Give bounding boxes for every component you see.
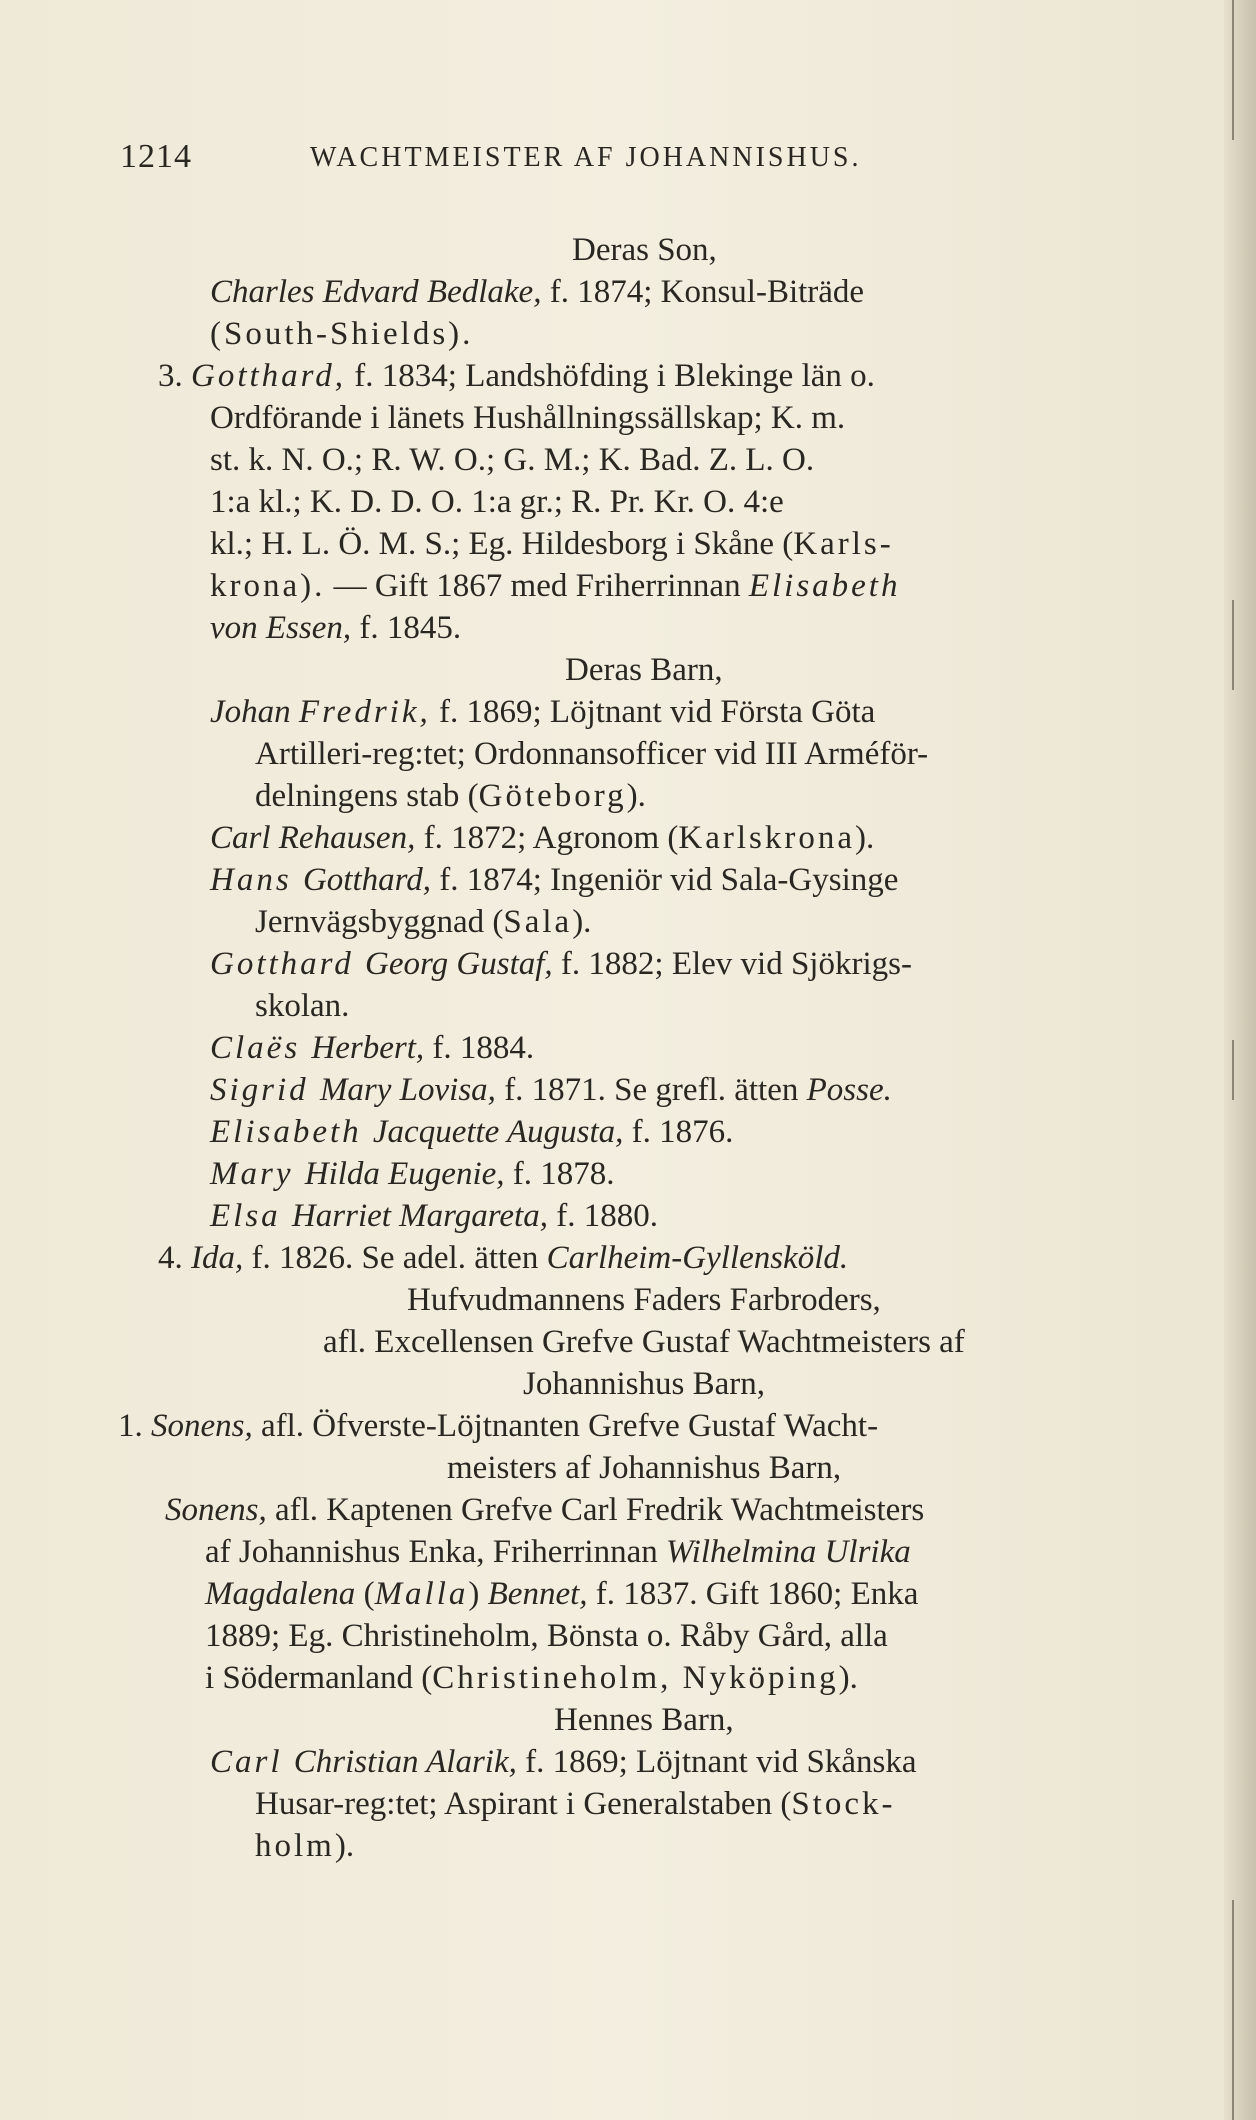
- text-run: Carlheim-Gyllensköld.: [546, 1240, 849, 1276]
- text-line: [255, 1826, 354, 1868]
- text-run: Elisabeth: [748, 568, 901, 604]
- text-run: Georg Gustaf,: [365, 946, 553, 982]
- text-line: [323, 1322, 965, 1364]
- text-run: 4.: [158, 1240, 191, 1276]
- text-run: Gotthard,: [302, 862, 431, 898]
- text-run: Harriet Margareta,: [291, 1198, 548, 1234]
- text-line: [255, 1784, 896, 1826]
- text-run: Gotthard,: [191, 358, 347, 394]
- text-line: [210, 566, 900, 608]
- text-run: Carl: [210, 1744, 294, 1780]
- text-run: Carl Rehausen,: [210, 820, 416, 856]
- edge-line: [1232, 600, 1234, 690]
- edge-line: [1232, 1900, 1234, 2120]
- text-run: meisters af Johannishus Barn,: [447, 1450, 842, 1486]
- text-run: f. 1826. Se adel. ätten: [243, 1240, 547, 1276]
- text-run: f. 1880.: [547, 1198, 658, 1234]
- text-run: afl. Öfverste-Löjtnanten Grefve Gustaf Wacht-: [252, 1408, 879, 1444]
- text-run: Deras Barn,: [565, 652, 723, 688]
- text-run: Gotthard: [210, 946, 366, 982]
- text-line: [210, 314, 473, 356]
- text-run: Bennet,: [487, 1576, 588, 1612]
- text-line: [205, 1532, 911, 1574]
- text-line: [205, 1574, 918, 1616]
- text-run: skolan.: [255, 988, 350, 1024]
- text-run: f. 1876.: [623, 1114, 734, 1150]
- text-line: [554, 1700, 734, 1742]
- text-run: Fredrik,: [298, 694, 431, 730]
- text-line: [210, 692, 875, 734]
- text-run: (South-Shields).: [210, 316, 474, 352]
- text-run: Karls-: [793, 526, 894, 562]
- text-run: Sigrid: [210, 1072, 320, 1108]
- text-run: f. 1872; Agronom (: [415, 820, 679, 856]
- text-run: Göteborg: [478, 778, 627, 814]
- text-run: Jacquette Augusta,: [372, 1114, 624, 1150]
- text-line: [447, 1448, 841, 1490]
- text-line: [210, 440, 814, 482]
- text-run: Elsa: [210, 1198, 292, 1234]
- text-line: [210, 482, 784, 524]
- text-run: Claës: [210, 1030, 312, 1066]
- text-run: Herbert,: [311, 1030, 425, 1066]
- text-run: Karlskrona: [678, 820, 856, 856]
- text-run: i Södermanland (: [205, 1660, 433, 1696]
- text-run: 1889; Eg. Christineholm, Bönsta o. Råby Gård, alla: [205, 1618, 888, 1654]
- text-line: [205, 1616, 888, 1658]
- text-run: f. 1878.: [504, 1156, 615, 1192]
- text-line: [210, 272, 864, 314]
- text-run: f. 1869; Löjtnant vid Första Göta: [430, 694, 876, 730]
- text-run: f. 1871. Se grefl. ätten: [495, 1072, 807, 1108]
- text-run: ).: [626, 778, 646, 814]
- text-run: f. 1845.: [351, 610, 462, 646]
- text-run: Sala: [503, 904, 573, 940]
- text-run: Hennes Barn,: [554, 1702, 734, 1738]
- text-run: f. 1837. Gift 1860; Enka: [587, 1576, 919, 1612]
- text-run: Christineholm, Nyköping: [432, 1660, 839, 1696]
- text-line: [565, 650, 723, 692]
- running-title: WACHTMEISTER AF JOHANNISHUS.: [310, 142, 862, 173]
- text-run: ): [468, 1576, 488, 1612]
- text-line: [210, 524, 894, 566]
- text-line: [210, 860, 898, 902]
- text-run: 1:a kl.; K. D. D. O. 1:a gr.; R. Pr. Kr. O. 4:e: [210, 484, 784, 520]
- text-line: [158, 356, 875, 398]
- text-line: [210, 1112, 733, 1154]
- text-run: f. 1834; Landshöfding i Blekinge län o.: [346, 358, 875, 394]
- text-run: Christian Alarik,: [293, 1744, 517, 1780]
- page-edge: [1224, 0, 1256, 2120]
- text-run: Mary Lovisa,: [319, 1072, 496, 1108]
- text-run: 3.: [158, 358, 191, 394]
- text-run: Artilleri-reg:tet; Ordonnansofficer vid III Arméför-: [255, 736, 929, 772]
- text-line: [210, 1070, 892, 1112]
- text-line: [210, 608, 461, 650]
- text-line: [407, 1280, 881, 1322]
- text-line: [210, 1154, 615, 1196]
- text-line: [255, 986, 349, 1028]
- text-run: Malla: [374, 1576, 469, 1612]
- text-run: Elisabeth: [210, 1114, 373, 1150]
- text-run: delningens stab (: [255, 778, 479, 814]
- text-line: [572, 230, 717, 272]
- text-run: f. 1882; Elev vid Sjökrigs-: [552, 946, 912, 982]
- text-run: Mary: [210, 1156, 305, 1192]
- page-number: 1214: [120, 138, 192, 175]
- text-run: ).: [855, 820, 875, 856]
- text-run: Jernvägsbyggnad (: [255, 904, 504, 940]
- text-run: f. 1884.: [424, 1030, 535, 1066]
- text-line: [165, 1490, 924, 1532]
- text-run: Wilhelmina Ulrika: [666, 1534, 911, 1570]
- text-line: [210, 944, 912, 986]
- text-run: Hilda Eugenie,: [304, 1156, 505, 1192]
- edge-line: [1232, 1040, 1234, 1100]
- text-run: — Gift 1867 med Friherrinnan: [325, 568, 749, 604]
- text-run: st. k. N. O.; R. W. O.; G. M.; K. Bad. Z. L. O.: [210, 442, 815, 478]
- text-run: Charles Edvard Bedlake,: [210, 274, 542, 310]
- text-run: f. 1869; Löjtnant vid Skånska: [516, 1744, 917, 1780]
- text-run: Deras Son,: [572, 232, 717, 268]
- text-run: ).: [838, 1660, 858, 1696]
- text-run: Husar-reg:tet; Aspirant i Generalstaben (: [255, 1786, 792, 1822]
- text-run: afl. Excellensen Grefve Gustaf Wachtmeisters af: [323, 1324, 965, 1360]
- text-run: ).: [334, 1828, 355, 1864]
- text-run: Sonens,: [151, 1408, 253, 1444]
- text-run: Hans: [210, 862, 303, 898]
- text-line: [255, 776, 646, 818]
- text-run: Johan: [210, 694, 299, 730]
- text-run: afl. Kaptenen Grefve Carl Fredrik Wachtmeisters: [266, 1492, 925, 1528]
- text-line: [255, 902, 591, 944]
- text-run: Ida,: [191, 1240, 244, 1276]
- edge-line: [1232, 0, 1234, 140]
- text-line: [210, 1196, 658, 1238]
- text-run: f. 1874; Ingeniör vid Sala-Gysinge: [430, 862, 899, 898]
- text-run: Hufvudmannens Faders Farbroders,: [407, 1282, 881, 1318]
- text-run: Magdalena: [205, 1576, 356, 1612]
- text-line: [205, 1658, 858, 1700]
- text-line: [255, 734, 928, 776]
- text-run: holm: [255, 1828, 335, 1864]
- text-run: Sonens,: [165, 1492, 267, 1528]
- running-header: [120, 138, 1140, 182]
- text-run: von Essen,: [210, 610, 352, 646]
- text-run: f. 1874; Konsul-Biträde: [541, 274, 865, 310]
- text-run: Ordförande i länets Hushållningssällskap; K. m.: [210, 400, 846, 436]
- text-run: krona).: [210, 568, 326, 604]
- text-line: [210, 398, 845, 440]
- text-run: 1.: [118, 1408, 151, 1444]
- text-run: ).: [572, 904, 592, 940]
- text-line: [210, 1028, 534, 1070]
- text-run: af Johannishus Enka, Friherrinnan: [205, 1534, 666, 1570]
- text-run: Posse.: [806, 1072, 892, 1108]
- text-line: [158, 1238, 848, 1280]
- text-line: [210, 1742, 917, 1784]
- text-line: [523, 1364, 765, 1406]
- text-run: Johannishus Barn,: [523, 1366, 765, 1402]
- text-run: (: [355, 1576, 375, 1612]
- text-line: [118, 1406, 878, 1448]
- text-run: Stock-: [791, 1786, 896, 1822]
- text-line: [210, 818, 874, 860]
- text-run: kl.; H. L. Ö. M. S.; Eg. Hildesborg i Skåne (: [210, 526, 794, 562]
